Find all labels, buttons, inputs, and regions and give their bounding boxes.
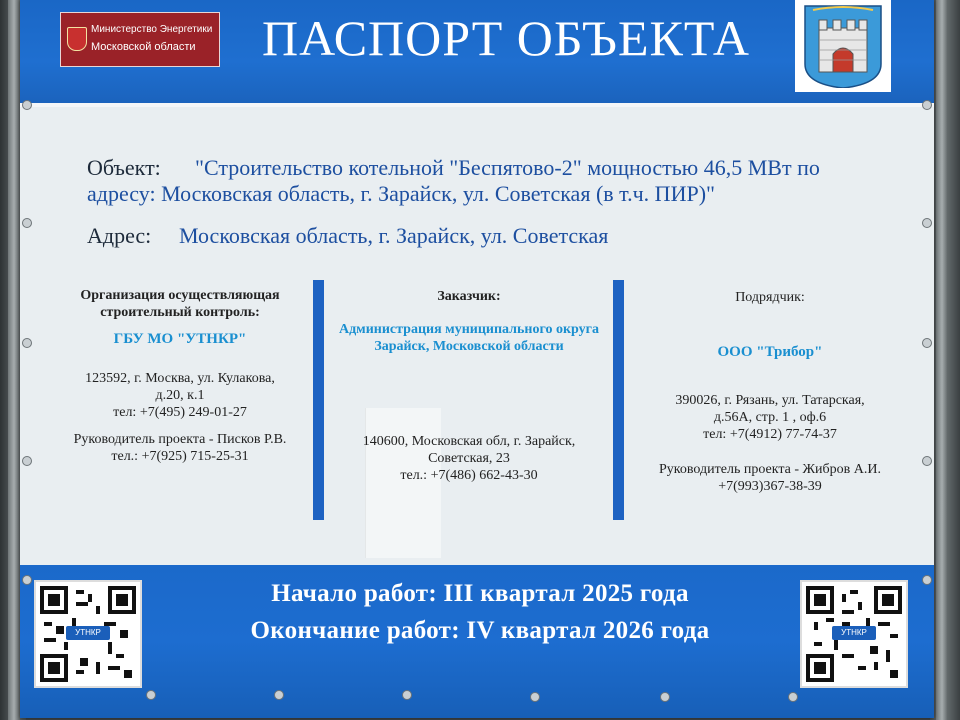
grommet: [402, 690, 412, 700]
object-text-line-2: адресу: Московская область, г. Зарайск, ул. Советская (в т.ч. ПИР)": [87, 181, 715, 206]
object-text-line-1: "Строительство котельной "Беспятово-2" мощностью 46,5 МВт по: [195, 155, 820, 180]
grommet: [22, 338, 32, 348]
header-band: [20, 0, 934, 103]
grommet: [788, 692, 798, 702]
contractor-phone: тел: +7(4912) 77-74-37: [703, 427, 837, 442]
ministry-emblem-icon: [67, 27, 87, 51]
right-pole: [936, 0, 948, 720]
work-start: Начало работ: III квартал 2025 года: [271, 580, 689, 607]
grommet: [146, 690, 156, 700]
qr-left-logo: УТНКР: [66, 626, 110, 640]
contractor-column: [630, 289, 910, 495]
control-manager-phone: тел.: +7(925) 715-25-31: [111, 449, 249, 464]
qr-code-right-icon: [800, 580, 908, 688]
grommet: [922, 218, 932, 228]
grommet: [22, 218, 32, 228]
page-title: ПАСПОРТ ОБЪЕКТА: [261, 10, 751, 66]
contractor-manager: Руководитель проекта - Жибров А.И.: [659, 462, 881, 477]
qr-right-logo: УТНКР: [832, 626, 876, 640]
control-column: [60, 287, 300, 465]
ministry-line-2: Московской области: [91, 41, 196, 53]
control-address-line-1: 123592, г. Москва, ул. Кулакова,: [85, 371, 275, 386]
contractor-org-name: ООО "Трибор": [717, 344, 823, 360]
customer-org-line-2: Зарайск, Московской области: [374, 339, 564, 354]
object-passport-banner: [20, 0, 934, 718]
ministry-line-1: Министерство Энергетики: [91, 24, 213, 35]
control-org-name: ГБУ МО "УТНКР": [113, 331, 247, 347]
grommet: [922, 575, 932, 585]
control-heading-line-2: строительный контроль:: [100, 305, 260, 320]
contractor-address-line-2: д.56А, стр. 1 , оф.6: [713, 410, 827, 425]
left-pole: [8, 0, 20, 720]
address-text: Московская область, г. Зарайск, ул. Советская: [179, 223, 609, 248]
grommet: [22, 575, 32, 585]
control-phone: тел: +7(495) 249-01-27: [113, 405, 247, 420]
zaraysk-coat-of-arms-icon: [795, 0, 891, 92]
customer-org-line-1: Администрация муниципального округа: [338, 322, 600, 337]
customer-heading: Заказчик:: [437, 289, 501, 304]
customer-address-line-1: 140600, Московская обл, г. Зарайск,: [362, 434, 576, 449]
grommet: [22, 100, 32, 110]
ministry-badge: [60, 12, 220, 67]
grommet: [274, 690, 284, 700]
customer-phone: тел.: +7(486) 662-43-30: [400, 468, 538, 483]
control-heading-line-1: Организация осуществляющая: [80, 288, 280, 303]
grommet: [530, 692, 540, 702]
contractor-manager-phone: +7(993)367-38-39: [718, 479, 822, 494]
column-divider-right: [613, 280, 624, 520]
contractor-address-line-1: 390026, г. Рязань, ул. Татарская,: [675, 393, 865, 408]
work-end: Окончание работ: IV квартал 2026 года: [250, 617, 710, 644]
customer-address-line-2: Советская, 23: [428, 451, 510, 466]
grommet: [660, 692, 670, 702]
qr-code-left-icon: [34, 580, 142, 688]
grommet: [922, 338, 932, 348]
object-label: Объект:: [87, 155, 161, 180]
address-label: Адрес:: [87, 223, 152, 248]
control-manager: Руководитель проекта - Писков Р.В.: [73, 432, 287, 447]
contractor-heading: Подрядчик:: [735, 290, 805, 305]
column-divider-left: [313, 280, 324, 520]
control-address-line-2: д.20, к.1: [155, 388, 205, 403]
customer-column: [328, 288, 610, 484]
grommet: [922, 456, 932, 466]
grommet: [22, 456, 32, 466]
grommet: [922, 100, 932, 110]
header-divider: [20, 103, 934, 107]
